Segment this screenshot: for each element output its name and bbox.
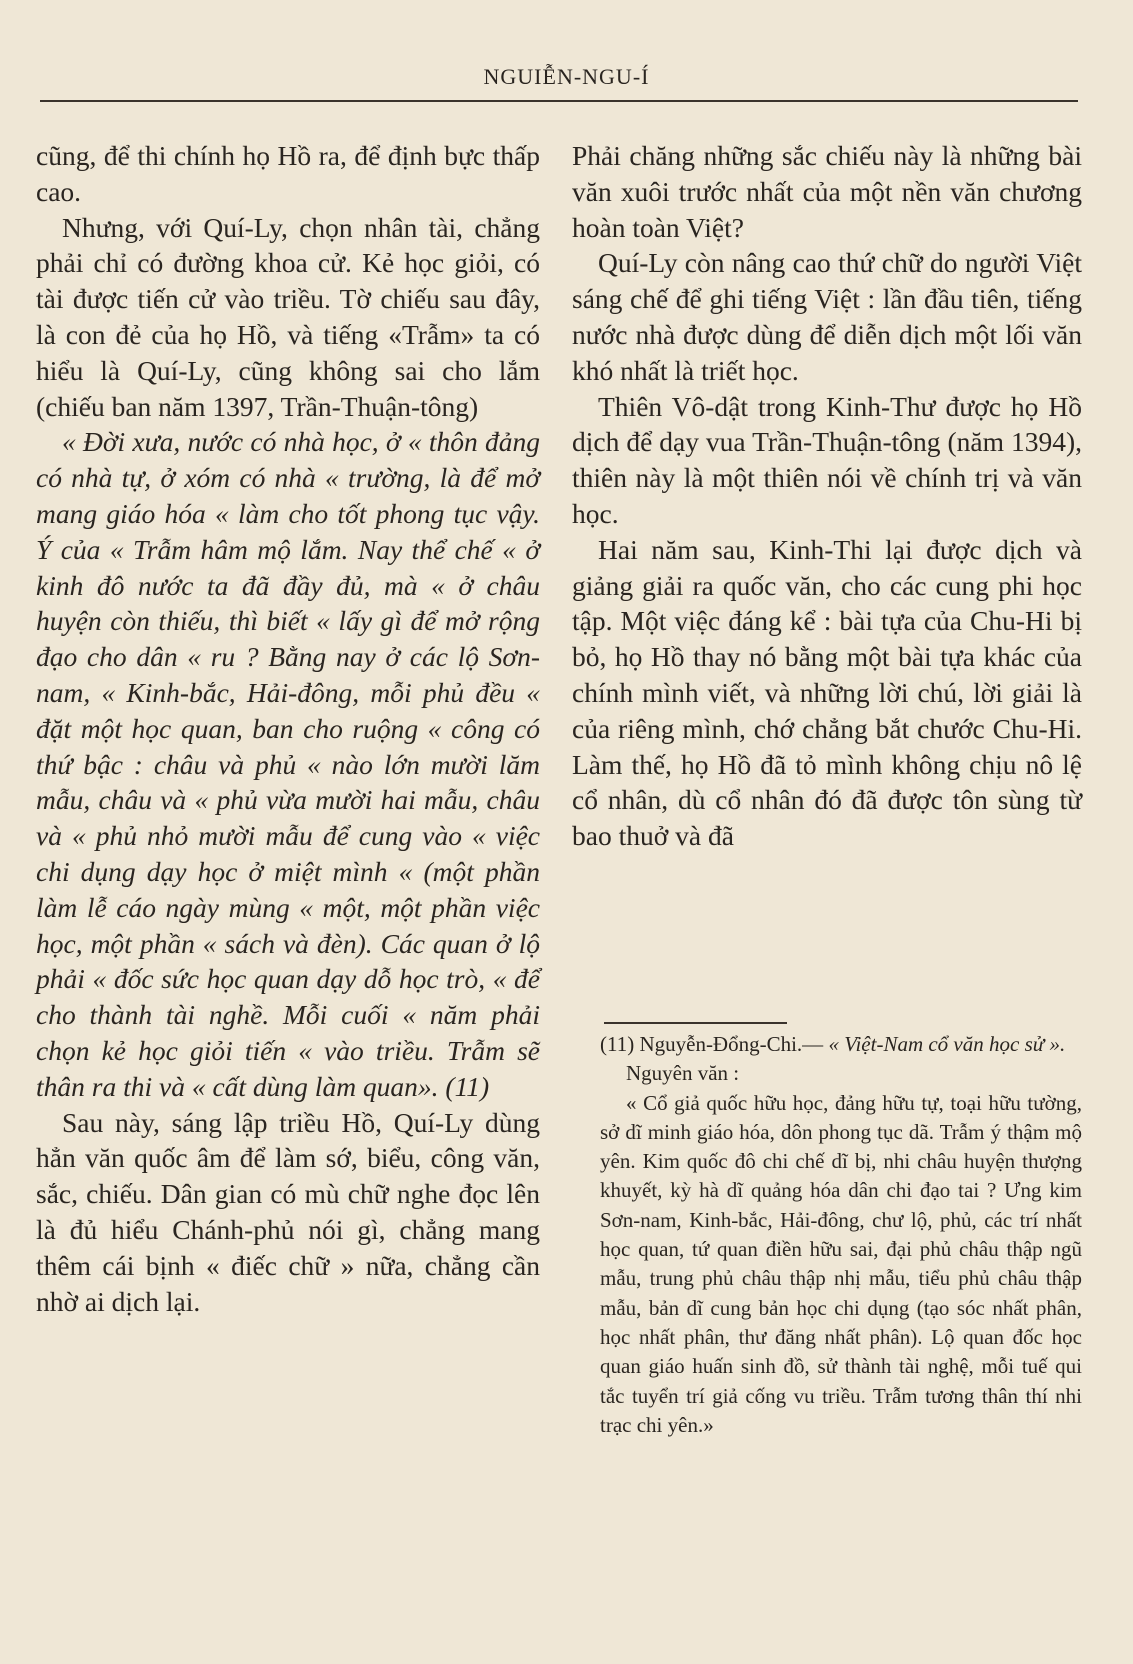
left-column <box>36 138 540 1319</box>
paragraph: Sau này, sáng lập triều Hồ, Quí-Ly dùng hẳn văn quốc âm để làm sớ, biểu, công văn, sắc, chiếu. Dân gian có mù chữ nghe đọc lên là đủ hiểu Chánh-phủ nói gì, chẳng mang thêm cái bịnh « điếc chữ » nữa, chẳng cần nhờ ai dịch lại. <box>36 1106 540 1317</box>
paragraph: Hai năm sau, Kinh-Thi lại được dịch và giảng giải ra quốc văn, cho các cung phi học tập. Một việc đáng kể : bài tựa của Chu-Hi bị bỏ, họ Hồ thay nó bằng một bài tựa khác của chính mình viết, và những lời chú, lời giải là của riêng mình, chớ chẳng bắt chước Chu-Hi. Làm thế, họ Hồ đã tỏ mình không chịu nô lệ cổ nhân, dù cổ nhân đó đã được tôn sùng từ bao thuở và đã <box>572 533 1082 852</box>
right-column <box>572 138 1082 854</box>
footnote-rule <box>604 1022 787 1024</box>
running-header: NGUIỄN-NGU-Í <box>483 64 650 89</box>
footnote-ref: (11) Nguyễn-Đổng-Chi.— <box>600 1032 824 1056</box>
footnote-work: « Việt-Nam cổ văn học sử ». <box>828 1032 1066 1056</box>
header-rule <box>40 100 1078 102</box>
footnote-citation <box>600 1030 1082 1059</box>
edict-quote: « Đời xưa, nước có nhà học, ở « thôn đảng có nhà tự, ở xóm có nhà « trường, là để mở mang giáo hóa « làm cho tốt phong tục vậy. Ý của « Trẫm hâm mộ lắm. Nay thể chế « ở kinh đô nước ta đã đầy đủ, mà « ở châu huyện còn thiếu, thì biết « lấy gì để mở rộng đạo cho dân « ru ? Bằng nay ở các lộ Sơn-nam, « Kinh-bắc, Hải-đông, mỗi phủ đều « đặt một học quan, ban cho ruộng « công có thứ bậc : châu và phủ « nào lớn mười lăm mẫu, châu và « phủ vừa mười hai mẫu, châu và « phủ nhỏ mười mẫu để cung vào « việc chi dụng dạy học ở miệt mình « (một phần làm lễ cáo ngày mùng « một, một phần việc học, một phần « sách và đèn). Các quan ở lộ phải « đốc sức học quan dạy dỗ học trò, « để cho thành tài nghề. Mỗi cuối « năm phải chọn kẻ học giỏi tiến « vào triều. Trẫm sẽ thân ra thi và « cất dùng làm quan». (11) <box>36 426 540 1102</box>
footnote-label: Nguyên văn : <box>626 1061 740 1086</box>
paragraph: Quí-Ly còn nâng cao thứ chữ do người Việt sáng chế để ghi tiếng Việt : lần đầu tiên, tiếng nước nhà được dùng để diễn dịch một lối văn khó nhất là triết học. <box>572 247 1082 386</box>
footnote-text: « Cổ giả quốc hữu học, đảng hữu tự, toại hữu tường, sở dĩ minh giáo hóa, dôn phong tục dã. Trẫm ý thậm mộ yên. Kim quốc đô chi chế dĩ bị, nhi châu huyện thượng khuyết, kỳ hà dĩ quảng hóa dân chi đạo tai ? Ưng kim Sơn-nam, Kinh-bắc, Hải-đông, chư lộ, phủ, các trí nhất học quan, tứ quan điền hữu sai, đại phủ châu thập ngũ mẫu, trung phủ châu thập nhị mẫu, tiểu phủ châu thập mẫu, bản dĩ cung bản học chi dụng (tạo sóc nhất phân, học nhất phân, thư đăng nhất phân). Lộ quan đốc học quan giáo huấn sinh đồ, sử thành tài nghệ, mỗi tuế qui tắc tuyển trí giả cống vu triều. Trẫm tương thân thí nhi trạc chi yên.» <box>600 1090 1082 1437</box>
footnote <box>600 1030 1082 1440</box>
paragraph: Phải chăng những sắc chiếu này là những bài văn xuôi trước nhất của một nền văn chương hoàn toàn Việt? <box>572 140 1082 243</box>
paragraph: Nhưng, với Quí-Ly, chọn nhân tài, chẳng phải chỉ có đường khoa cử. Kẻ học giỏi, có tài được tiến cử vào triều. Tờ chiếu sau đây, là con đẻ của họ Hồ, và tiếng «Trẫm» ta có hiểu là Quí-Ly, cũng không sai cho lắm (chiếu ban năm 1397, Trần-Thuận-tông) <box>36 211 540 422</box>
paragraph: cũng, để thi chính họ Hồ ra, để định bực thấp cao. <box>36 140 540 207</box>
paragraph: Thiên Vô-dật trong Kinh-Thư được họ Hồ dịch để dạy vua Trần-Thuận-tông (năm 1394), thiên này là một thiên nói về chính trị và văn học. <box>572 390 1082 529</box>
